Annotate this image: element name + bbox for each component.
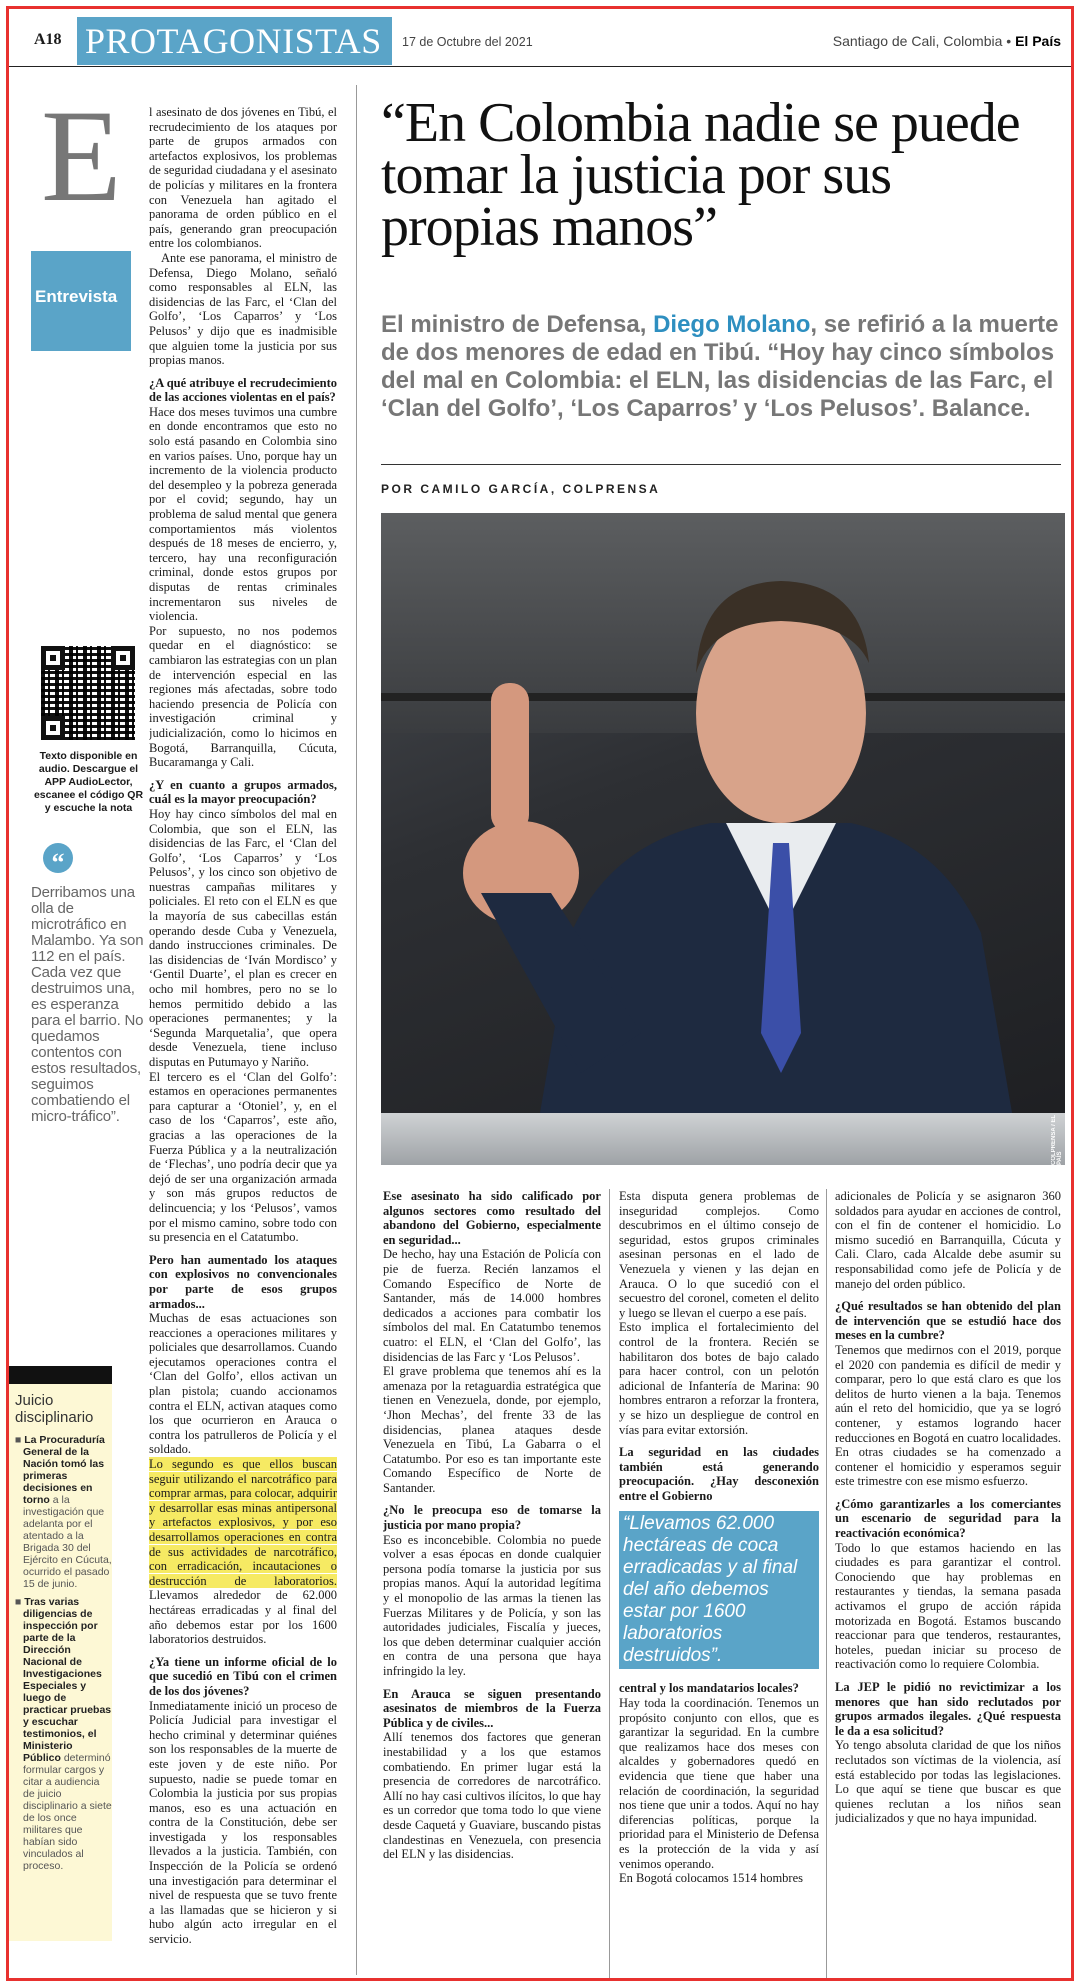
quote-icon: “ [43,843,73,873]
answer: Yo tengo absoluta claridad de que los niños reclutados son víctimas de la violencia, así está establecido por todas las legislaciones. Lo que aquí se tiene que buscar es que quienes reclutan a los niños sean judicializados y que no haya impunidad. [835,1738,1061,1826]
location: Santiago de Cali, Colombia • [832,33,1012,49]
column-2 [383,1189,601,1979]
deck-lead: El ministro de Defensa, [381,311,647,338]
column-divider [826,1189,827,1979]
photo-table [381,1113,1065,1165]
question: ¿Cómo garantizarles a los comerciantes un escenario de seguridad para la reactivación económica? [835,1496,1061,1541]
answer: De hecho, hay una Estación de Policía con pie de fuerza. Recién lanzamos el Comando Específico de Norte de Santander, más de 14.000 hombres dedicados a acciones para combatir los símbolos del mal. En Catatumbo tenemos cuatro: el ELN, el ‘Clan del Golfo’, las disidencias de las Farc y ‘Los Pelusos’. [383,1247,601,1364]
headline: “En Colombia nadie se puede tomar la justicia por sus propias manos” [381,92,1020,258]
disciplinary-item-text: determinó formular cargos y citar a audiencia de juicio disciplinario a siete de los once militares que habían sido vinculados al proceso. [23,1752,112,1872]
disciplinary-item-text: a la investigación que adelanta por el atentado a la Brigada 30 del Ejército en Cúcuta, ocurrido el pasado 15 de junio. [23,1494,112,1590]
drop-cap: E [41,82,122,229]
question: ¿No le preocupa eso de tomarse la justicia por mano propia? [383,1503,601,1533]
answer: Esto implica el fortalecimiento del control de la frontera. Recién se habilitaron dos botes de bajo calado para hacer control, con un pelotón adicional de Infantería de Marina: 90 hombres entraron a reforzar la frontera, y se hizo un despliegue de control en vías para evitar extorsión. [619,1320,819,1437]
column-divider [356,85,357,1975]
answer: El tercero es el ‘Clan del Golfo’: estamos en operaciones permanentes para capturar a ‘Otoniel’, y, en el caso de los ‘Caparros’, este año, gracias a las operaciones de la Fuerza Pública y a la neutralización de ‘Flechas’, uno podría decir que ya dejó de ser una organización armada y son más grupos reductos de delincuencia; y los ‘Pelusos’, vamos por el mismo camino, sobre todo con su presencia en el Catatumbo. [149,1069,337,1245]
pull-quote: “Llevamos 62.000 hectáreas de coca erradicadas y al final del año debemos estar por 1600 laboratorios destruidos”. [619,1511,819,1669]
qr-code-icon[interactable] [41,646,135,740]
newspaper-page [6,6,1074,1981]
question: ¿A qué atribuye el recrudecimiento de las acciones violentas en el país? [149,375,337,405]
interview-tag: Entrevista [31,251,131,351]
page-number: A18 [34,31,62,48]
deck-rest: , se refirió a la muerte de dos menores de edad en Tibú. “Hoy hay cinco símbolos del mal en Colombia: el ELN, las disidencias de las Farc, el ‘Clan del Golfo’, ‘Los Caparros’ y ‘Los Pelusos’. Balance. [381,311,1059,422]
disciplinary-item-lead: Tras varias diligencias de inspección por parte de la Dirección Nacional de Investigaciones Especiales y luego de practicar pruebas y escuchar testimonios, el Ministerio Público [23,1596,112,1764]
byline: POR CAMILO GARCÍA, COLPRENSA [381,482,661,496]
disciplinary-item-lead: La Procuraduría General de la Nación tomó las primeras decisiones en torno [23,1434,105,1506]
answer: Eso es inconcebible. Colombia no puede volver a esas épocas en donde cualquier persona podía tomarse la justicia por sus propias manos. Aquí la autoridad legítima y el monopolio de las armas la tienen las Fuerzas Militares y de Policía, y son las autoridades judiciales, Fiscalía y jueces, los que deben determinar cualquier acción en contra de una persona que haya infringido la ley. [383,1532,601,1678]
answer: Hay toda la coordinación. Tenemos un propósito conjunto con ellos, que es garantizar la seguridad. En la cumbre que realizamos hace dos meses con alcaldes y gobernadores quedó en evidencia que tiene que haber una relación de coordinación, la seguridad nos tiene que unir a todos. Aquí no hay diferencias políticas, porque la prioridad para el Ministerio de Defensa es la protección de la vida y así venimos operando. [619,1696,819,1871]
answer: Tenemos que medirnos con el 2019, porque el 2020 con pandemia es difícil de medir y comparar, pero lo que está claro es que los delitos de hurto vienen a la baja. Tenemos aún el reto del homicidio, que ya se logró contener, y estamos logrando hacer reducciones en Bogotá en cuatro localidades. En otras ciudades se ha comenzado a contener el homicidio y esperamos seguir este trimestre con ese mismo esfuerzo. [835,1342,1061,1489]
answer: Hace dos meses tuvimos una cumbre en donde encontramos que esto no solo está pasando en Colombia sino en varios países. Uno, porque hay un incremento de la violencia producto del desempleo y la pobreza generada por el covid; segundo, hay un problema de salud mental que genera comportamientos más violentos después de 18 meses de encierro, y, tercero, hay una reconfiguración criminal, donde estos grupos por disputas de rentas criminales incrementaron sus niveles de violencia. [149,404,337,624]
deck-name: Diego Molano [653,311,811,338]
interview-photo [381,513,1065,1165]
masthead [9,9,1071,67]
answer: Hoy hay cinco símbolos del mal en Colombia, que son el ELN, las disidencias de las Farc, el ‘Clan del Golfo’, ‘Los Caparros’ y ‘Los Pelusos’, y los cinco son objetivo de nuestras campañas militares y policiales. El reto con el ELN es que la mayoría de sus cabecillas están operando desde Cuba y Venezuela, dando instrucciones criminales. De las disidencias de ‘Iván Mordisco’ y ‘Gentil Duarte’, el plan es crecer en ocho mil hombres, pero no se lo hemos permitido debido a las operaciones permanentes; y la ‘Segunda Marquetalia’, que opera desde Venezuela, tiene incluso disputas en Putumayo y Nariño. [149,806,337,1069]
highlighted-text: Lo segundo es que ellos buscan seguir utilizando el narcotráfico para comprar armas, para colocar, adquirir y desarrollar esas minas antipersonal y artefactos explosivos, y por eso desarrollamos operaciones en contra de sus actividades de narcotráfico, con erradicación, incautaciones o destrucción de laboratorios. [149,1457,337,1588]
question: Ese asesinato ha sido calificado por algunos sectores como resultado del abandono del Gobierno, especialmente en seguridad... [383,1189,601,1247]
question: En Arauca se siguen presentando asesinatos de miembros de la Fuerza Pública y de civiles... [383,1686,601,1730]
column-divider [609,1189,610,1979]
answer-continuation: Llevamos alrededor de 62.000 hectáreas erradicadas y al final del año debemos estar por los 1600 laboratorios destruidos. [149,1588,337,1647]
question: Pero han aumentado los ataques con explosivos no convencionales por parte de esos grupos armados... [149,1252,337,1311]
sidebar [31,82,146,1125]
question: La seguridad en las ciudades también está generando preocupación. ¿Hay desconexión entre el Gobierno [619,1445,819,1503]
issue-date: 17 de Octubre del 2021 [402,35,533,49]
intro-paragraph: Ante ese panorama, el ministro de Defensa, Diego Molano, señaló como responsables al ELN, las disidencias de las Farc, el ‘Clan del Golfo’, ‘Los Caparros’ y ‘Los Pelusos’ y dijo que es inadmisible que alguien tome la justicia por sus propias manos. [149,250,337,368]
qr-caption: Texto disponible en audio. Descargue el APP AudioLector, escanee el código QR y escuche la nota [33,750,144,814]
answer: Esta disputa genera problemas de inseguridad complejos. Como descubrimos en el último consejo de seguridad, estos grupos criminales asesinan personas en el lado de Venezuela y vienen y las dejan en Arauca. O lo que sucedió con el secuestro del coronel, cometen el delito y luego se llevan el cuerpo a ese país. [619,1189,819,1320]
answer: Por supuesto, no nos podemos quedar en el diagnóstico: se cambiaron las estrategias con un plan de intervención especial en las regiones más afectadas, sobre todo haciendo presencia de Policía con investigación criminal y judicialización, como lo hicimos en Bogotá, Barranquilla, Cúcuta, Bucaramanga y Cali. [149,623,337,770]
deck [381,311,1061,423]
publication-info [833,33,1061,49]
column-4 [835,1189,1061,1979]
question: central y los mandatarios locales? [619,1681,799,1696]
publication-name: El País [1015,33,1061,49]
photo-credit: COLPRENSA / EL PAÍS [1051,1114,1063,1165]
sidebar-quote: Derribamos una olla de microtráfico en Malambo. Ya son 112 en el país. Cada vez que destruimos una, es esperanza para el barrio. No quedamos contentos con estos resultados, seguimos combatiendo el micro-tráfico”. [31,884,144,1125]
answer: Allí tenemos dos factores que generan inestabilidad y a los que estamos combatiendo. En primer lugar está la presencia de corredores de narcotráfico. Allí no hay casi cultivos ilícitos, lo que hay es un corredor que toma todo lo que viene desde Caquetá y Guaviare, buscando pistas clandestinas en Venezuela, con presencia del ELN y las disidencias. [383,1730,601,1862]
answer: El grave problema que tenemos ahí es la amenaza por la retaguardia estratégica que tienen en Venezuela, donde, por ejemplo, ‘Jhon Mechas’, del frente 33 de las disidencias, planea ataques desde Venezuela en Tibú, La Gabarra o el Catatumbo. Por eso es tan importante este Comando Específico de Norte de Santander. [383,1364,601,1495]
section-title: PROTAGONISTAS [77,17,392,65]
question: ¿Qué resultados se han obtenido del plan de intervención que se estudió hace dos meses en la cumbre? [835,1299,1061,1343]
question: ¿Y en cuanto a grupos armados, cuál es la mayor preocupación? [149,777,337,807]
column-3 [619,1189,819,1979]
question: ¿Ya tiene un informe oficial de lo que sucedió en Tibú con el crimen de los dos jóvenes? [149,1654,337,1698]
deck-rule [381,464,1061,465]
intro-paragraph: l asesinato de dos jóvenes en Tibú, el recrudecimiento de los ataques por parte de grupos armados con artefactos explosivos, los problemas de seguridad ciudadana y el asesinato de policías y militares en la frontera con Venezuela han agitado el panorama de orden público en el país, generando gran preocupación entre los colombianos. [149,105,337,251]
disciplinary-box [9,1366,112,1941]
question: La JEP le pidió no revictimizar a los menores que han sido reclutados por grupos armados ilegales. ¿Qué respuesta le da a esa solicitud? [835,1680,1061,1738]
minister-figure [381,513,1065,1165]
disciplinary-title: Juicio disciplinario [15,1392,94,1426]
answer: Todo lo que estamos haciendo en las ciudades es para garantizar el control. Conociendo que hay problemas en restaurantes y tiendas, la semana pasada activamos el grupo de acción rápida motorizada en Bogotá. Estamos buscando reaccionar para que tenderos, restaurantes, hoteles, puedan iniciar su proceso de reactivación como lo requiere Colombia. [835,1540,1061,1672]
disciplinary-item: ■ La Procuraduría General de la Nación tomó las primeras decisiones en torno a la investigación que adelanta por el atentado a la Brigada 30 del Ejército en Cúcuta, ocurrido el pasado 15 de junio. [15,1434,112,1590]
column-1 [149,105,337,1980]
answer: En Bogotá colocamos 1514 hombres [619,1871,803,1886]
answer: Muchas de esas actuaciones son reacciones a operaciones militares y policiales que desarrollamos. Cuando ejecutamos operaciones contra el ‘Clan del Golfo’, ellos activan un plan pistola; cuando accionamos contra el ELN, activan ataques como los que ocurrieron en Arauca o contra los patrulleros de Policía y el soldado. [149,1311,337,1457]
answer: adicionales de Policía y se asignaron 360 soldados para ayudar en acciones de control, con el fin de contener el homicidio. Lo mismo sucedió en Barranquilla, Cúcuta y Cali. Claro, cada Alcalde debe asumir su responsabilidad como jefe de Policía y de manejo del orden público. [835,1189,1061,1291]
answer: Inmediatamente inició un proceso de Policía Judicial para investigar el hecho criminal y determinar quiénes son los responsables de la muerte de este joven y de este niño. Por supuesto, nadie se puede tomar en Colombia la justicia por sus propias manos, eso es una actuación en contra de la Constitución, debe ser investigada y los responsables llevados a la justicia. También, con Inspección de la Policía se ordenó una investigación para determinar el nivel de respuesta que se tuvo frente a las llamadas que se hicieron y si hubo algún acto irregular en el servicio. [149,1698,337,1947]
disciplinary-item: ■ Tras varias diligencias de inspección por parte de la Dirección Nacional de Investigaciones Especiales y luego de practicar pruebas y escuchar testimonios, el Ministerio Público determinó formular cargos y citar a audiencia de juicio disciplinario a siete de los once militares que habían sido vinculados al proceso. [15,1596,112,1872]
answer-highlighted [149,1457,337,1647]
